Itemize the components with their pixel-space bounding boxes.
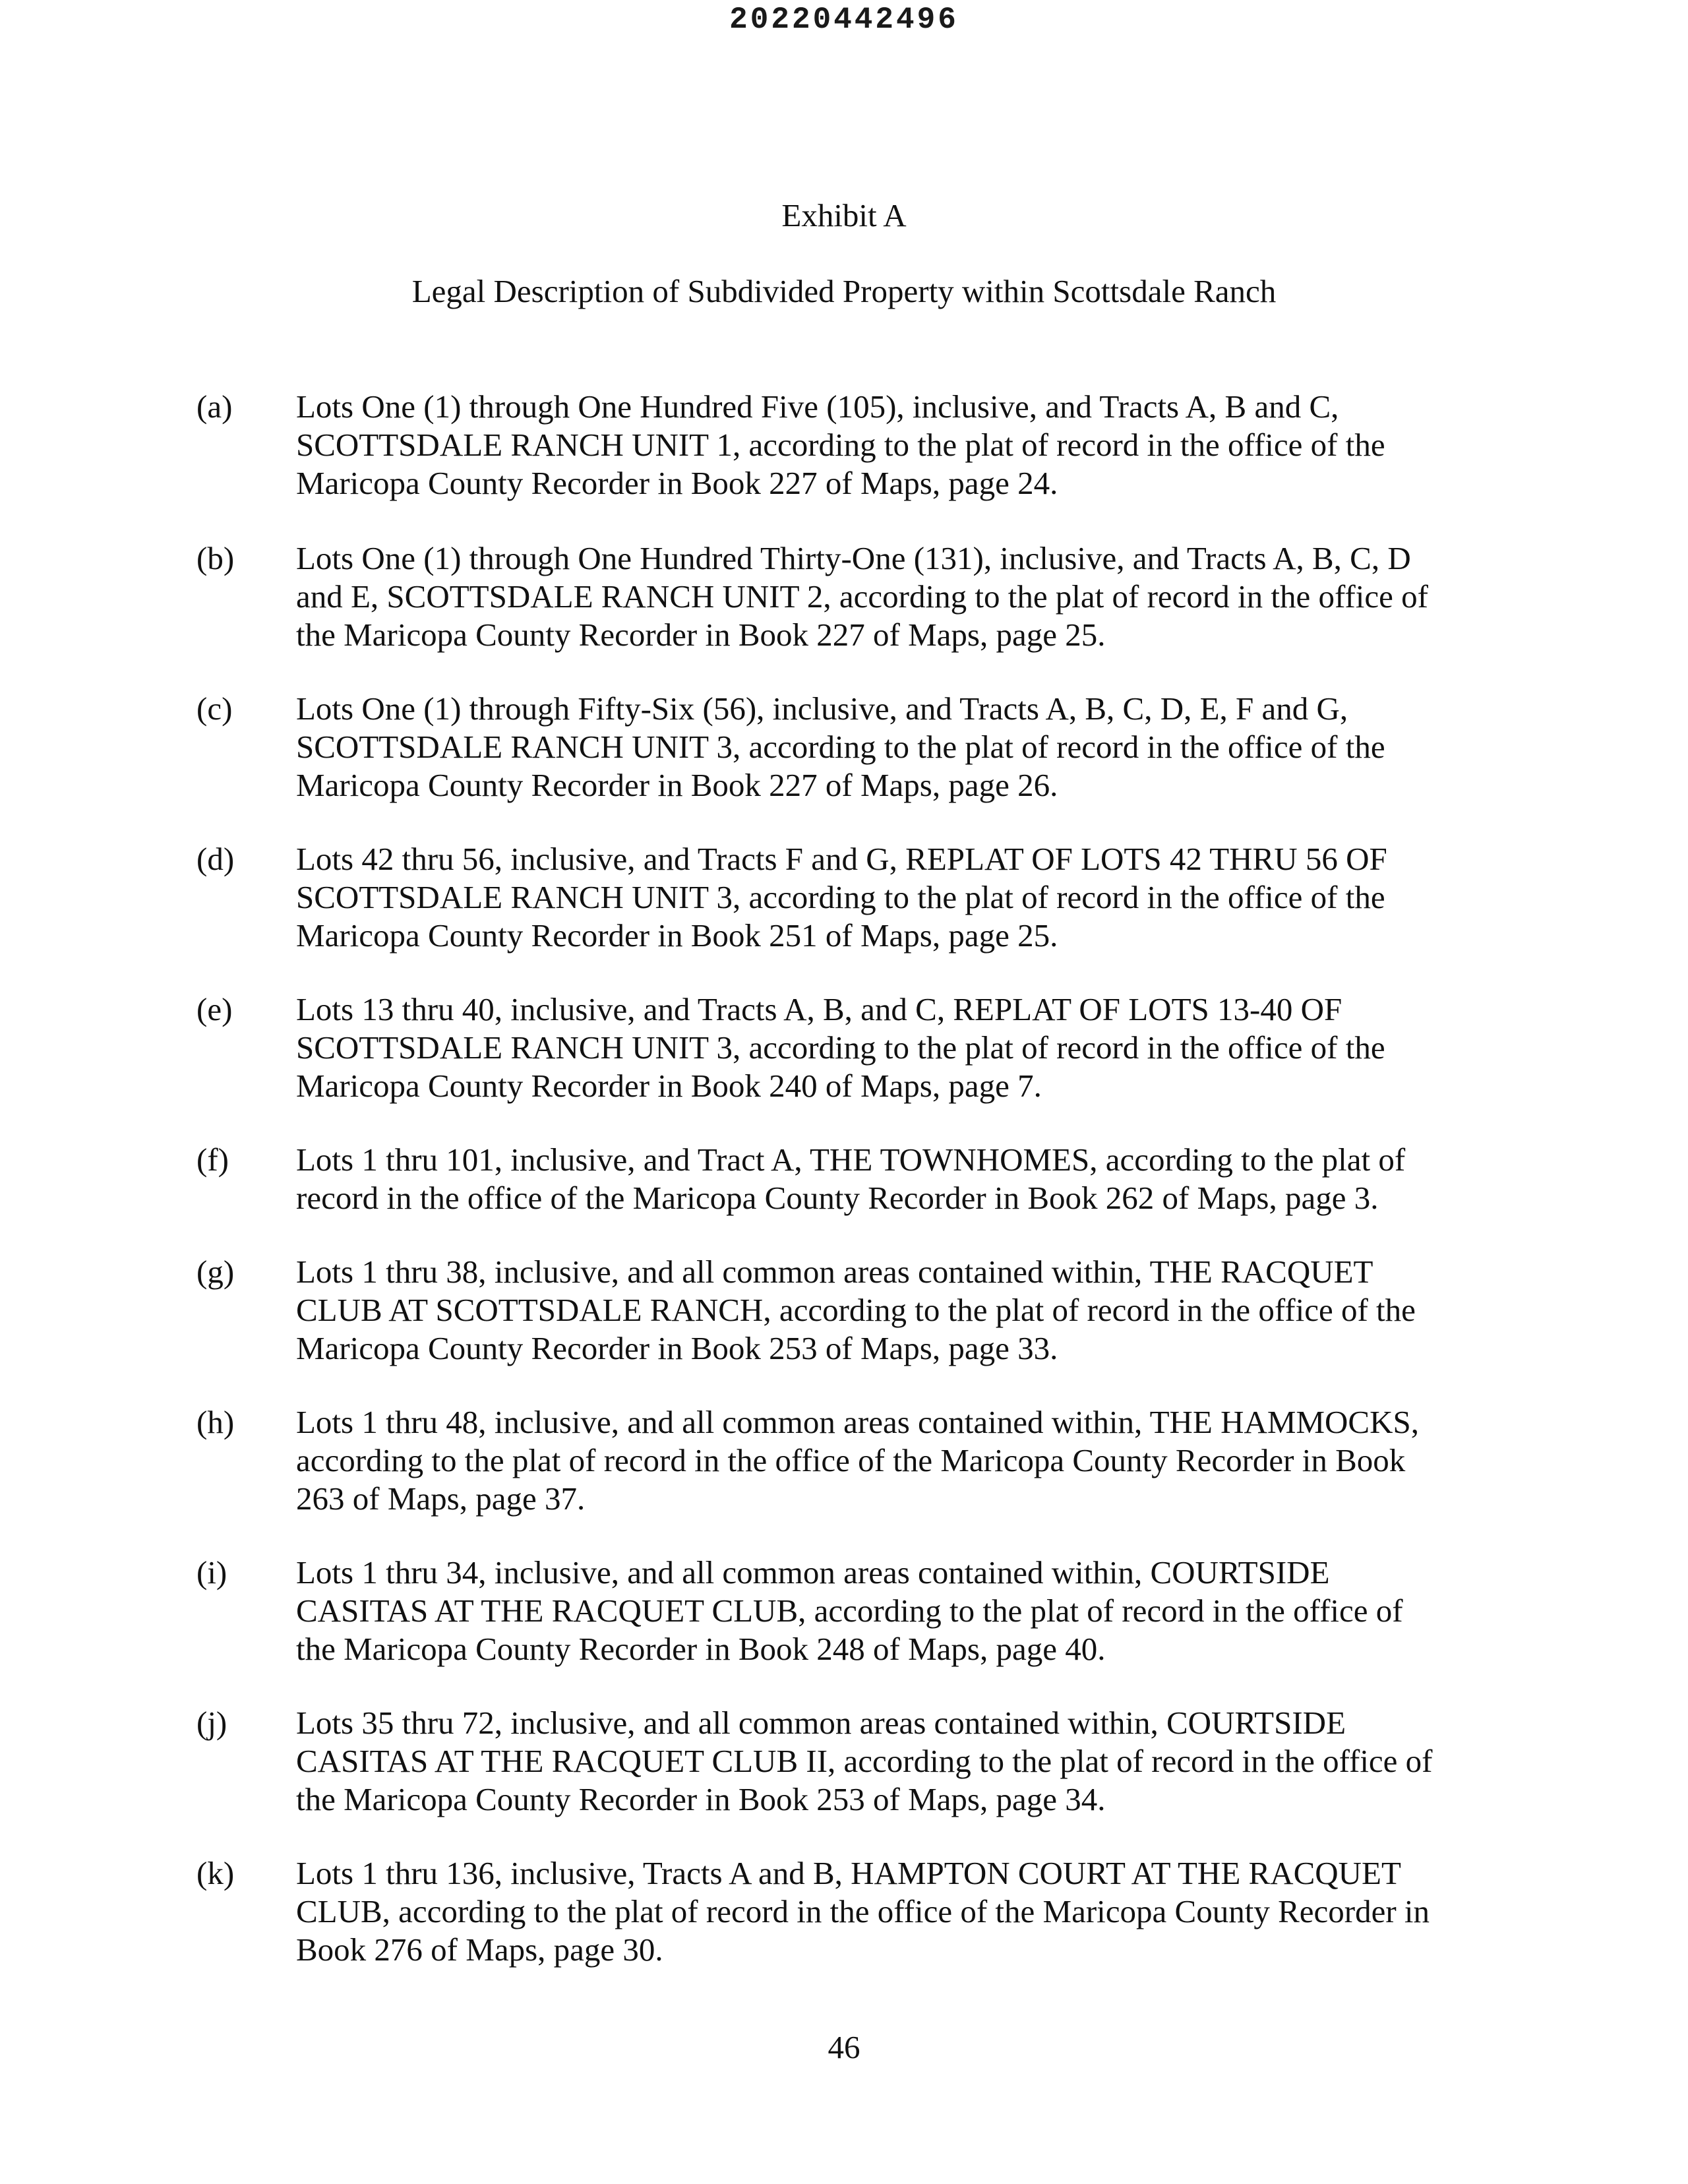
item-text: Lots One (1) through Fifty-Six (56), inclusive, and Tracts A, B, C, D, E, F and G, SCOTTSDALE RANCH UNIT 3, according to the plat of record in the office of the Maricopa County Recorder in Book 227 of Maps, page 26. [296,690,1385,803]
item-text: Lots One (1) through One Hundred Five (105), inclusive, and Tracts A, B and C, SCOTTSDALE RANCH UNIT 1, according to the plat of record in the office of the Maricopa County Recorder in Book 227 of Maps, page 24. [296,388,1385,501]
item-label: (g) [196,1254,235,1290]
item-label: (a) [196,388,233,425]
list-item-e [0,990,1688,1141]
list-item-g [0,1253,1688,1403]
list-item-b [0,539,1688,690]
list-item-d [0,840,1688,990]
list-item-c [0,690,1688,840]
list-item-k [0,1854,1688,1973]
item-label: (j) [196,1705,227,1741]
list-item-i [0,1554,1688,1704]
item-label: (k) [196,1855,235,1891]
list-item-f [0,1141,1688,1253]
item-text: Lots 42 thru 56, inclusive, and Tracts F and G, REPLAT OF LOTS 42 THRU 56 OF SCOTTSDALE RANCH UNIT 3, according to the plat of record in the office of the Maricopa County Recorder in Book 251 of Maps, page 25. [296,841,1387,954]
document-subtitle: Legal Description of Subdivided Property within Scottsdale Ranch [411,273,1277,309]
legal-description-list [0,388,1688,1973]
item-text: Lots 1 thru 136, inclusive, Tracts A and B, HAMPTON COURT AT THE RACQUET CLUB, according to the plat of record in the office of the Maricopa County Recorder in Book 276 of Maps, page 30. [296,1855,1430,1968]
item-text: Lots 35 thru 72, inclusive, and all common areas contained within, COURTSIDE CASITAS AT THE RACQUET CLUB II, according to the plat of record in the office of the Maricopa County Recorder in Book 253 of Maps, page 34. [296,1705,1433,1817]
list-item-a [0,388,1688,539]
page-number: 46 [828,2029,860,2065]
item-label: (h) [196,1404,235,1440]
item-text: Lots One (1) through One Hundred Thirty-One (131), inclusive, and Tracts A, B, C, D and E, SCOTTSDALE RANCH UNIT 2, according to the plat of record in the office of the Maricopa County Recorder in Book 227 of Maps, page 25. [296,540,1428,653]
list-item-h [0,1403,1688,1554]
item-text: Lots 1 thru 48, inclusive, and all common areas contained within, THE HAMMOCKS, according to the plat of record in the office of the Maricopa County Recorder in Book 263 of Maps, page 37. [296,1404,1419,1517]
list-item-j [0,1704,1688,1854]
exhibit-title: Exhibit A [781,197,907,233]
item-label: (e) [196,991,233,1027]
item-text: Lots 13 thru 40, inclusive, and Tracts A, B, and C, REPLAT OF LOTS 13-40 OF SCOTTSDALE RANCH UNIT 3, according to the plat of record in the office of the Maricopa County Recorder in Book 240 of Maps, page 7. [296,991,1385,1104]
item-label: (c) [196,690,233,727]
item-text: Lots 1 thru 101, inclusive, and Tract A, THE TOWNHOMES, according to the plat of record in the office of the Maricopa County Recorder in Book 262 of Maps, page 3. [296,1141,1406,1216]
item-text: Lots 1 thru 34, inclusive, and all common areas contained within, COURTSIDE CASITAS AT THE RACQUET CLUB, according to the plat of record in the office of the Maricopa County Recorder in Book 248 of Maps, page 40. [296,1554,1403,1667]
item-label: (i) [196,1554,227,1591]
item-text: Lots 1 thru 38, inclusive, and all common areas contained within, THE RACQUET CLUB AT SCOTTSDALE RANCH, according to the plat of record in the office of the Maricopa County Recorder in Book 253 of Maps, page 33. [296,1254,1416,1366]
item-label: (d) [196,841,235,877]
item-label: (b) [196,540,235,576]
item-label: (f) [196,1141,229,1178]
recording-number: 20220442496 [729,3,959,37]
